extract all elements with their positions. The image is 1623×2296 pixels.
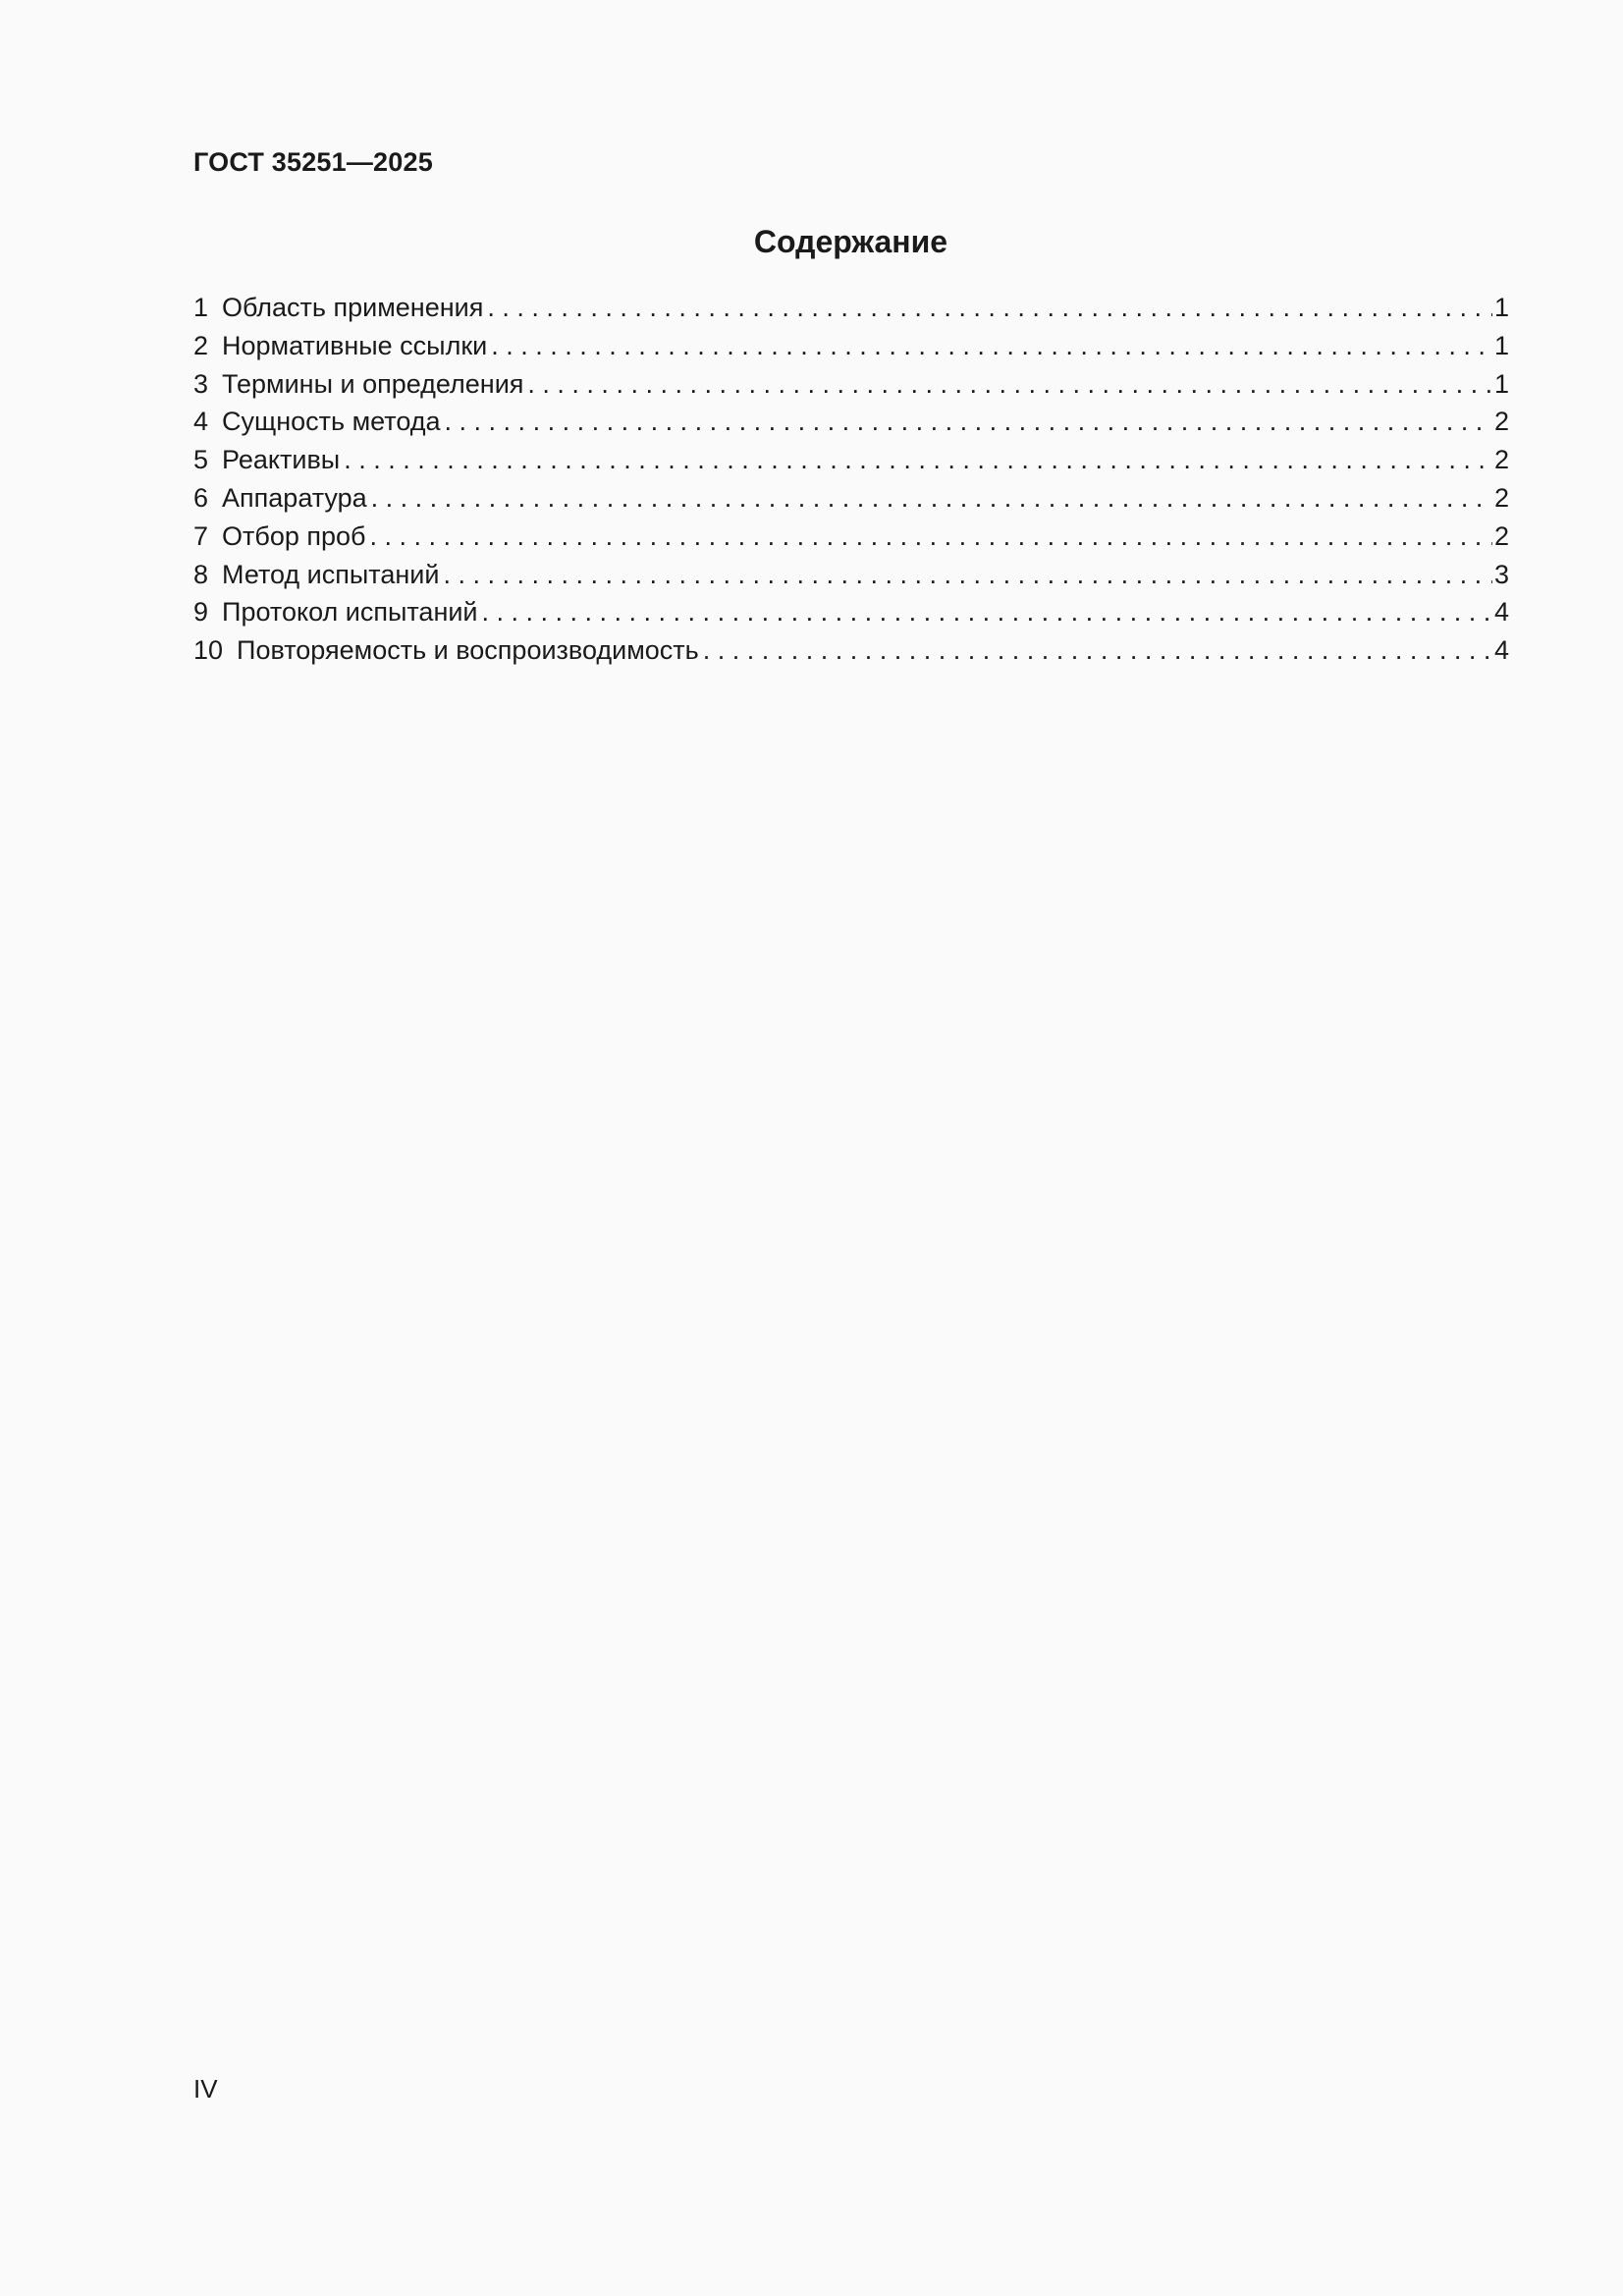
toc-leader-dots bbox=[482, 593, 1492, 631]
table-of-contents bbox=[193, 289, 1509, 670]
toc-item-page: 2 bbox=[1493, 520, 1509, 551]
toc-item-number: 2 bbox=[193, 330, 209, 360]
toc-item-page: 3 bbox=[1493, 559, 1509, 589]
toc-item[interactable] bbox=[193, 518, 1509, 556]
toc-item[interactable] bbox=[193, 479, 1509, 518]
toc-item-number: 5 bbox=[193, 445, 209, 475]
page-number: IV bbox=[193, 2074, 218, 2104]
toc-leader-dots bbox=[703, 631, 1492, 670]
toc-leader-dots bbox=[371, 479, 1492, 518]
toc-item-label: Отбор проб bbox=[222, 520, 366, 551]
toc-item-number: 8 bbox=[193, 559, 209, 589]
toc-item[interactable] bbox=[193, 403, 1509, 441]
document-code: ГОСТ 35251—2025 bbox=[193, 147, 433, 177]
toc-leader-dots bbox=[527, 365, 1492, 404]
toc-item-page: 2 bbox=[1493, 482, 1509, 513]
toc-leader-dots bbox=[443, 556, 1492, 594]
toc-leader-dots bbox=[344, 441, 1492, 479]
toc-item-label: Реактивы bbox=[222, 445, 341, 475]
toc-title: Содержание bbox=[753, 224, 948, 259]
toc-item-number: 9 bbox=[193, 597, 209, 628]
toc-item[interactable] bbox=[193, 327, 1509, 365]
toc-item-number: 3 bbox=[193, 368, 209, 399]
toc-leader-dots bbox=[487, 289, 1492, 327]
toc-item-number: 1 bbox=[193, 293, 209, 322]
toc-item-label: Нормативные ссылки bbox=[222, 330, 488, 360]
toc-item-page: 4 bbox=[1493, 597, 1509, 628]
toc-item-label: Термины и определения bbox=[222, 368, 524, 399]
toc-item-label: Метод испытаний bbox=[222, 559, 440, 589]
toc-item[interactable] bbox=[193, 593, 1509, 631]
toc-item-number: 10 bbox=[193, 635, 224, 666]
toc-item[interactable] bbox=[193, 289, 1509, 327]
toc-item-label: Сущность метода bbox=[222, 407, 441, 437]
toc-item[interactable] bbox=[193, 365, 1509, 404]
toc-item-page: 4 bbox=[1493, 635, 1509, 666]
toc-item-page: 1 bbox=[1493, 293, 1509, 322]
toc-item-number: 6 bbox=[193, 482, 209, 513]
toc-item-number: 4 bbox=[193, 407, 209, 437]
toc-item-label: Протокол испытаний bbox=[222, 597, 478, 628]
toc-item-page: 2 bbox=[1493, 407, 1509, 437]
toc-leader-dots bbox=[370, 518, 1492, 556]
toc-item[interactable] bbox=[193, 631, 1509, 670]
toc-leader-dots bbox=[491, 327, 1492, 365]
toc-item[interactable] bbox=[193, 441, 1509, 479]
toc-item[interactable] bbox=[193, 556, 1509, 594]
toc-item-label: Аппаратура bbox=[222, 482, 367, 513]
toc-leader-dots bbox=[445, 403, 1492, 441]
toc-item-label: Область применения bbox=[222, 293, 484, 322]
toc-item-page: 2 bbox=[1493, 445, 1509, 475]
toc-item-label: Повторяемость и воспроизводимость bbox=[237, 635, 699, 666]
toc-item-page: 1 bbox=[1493, 368, 1509, 399]
toc-item-number: 7 bbox=[193, 520, 209, 551]
toc-item-page: 1 bbox=[1493, 330, 1509, 360]
